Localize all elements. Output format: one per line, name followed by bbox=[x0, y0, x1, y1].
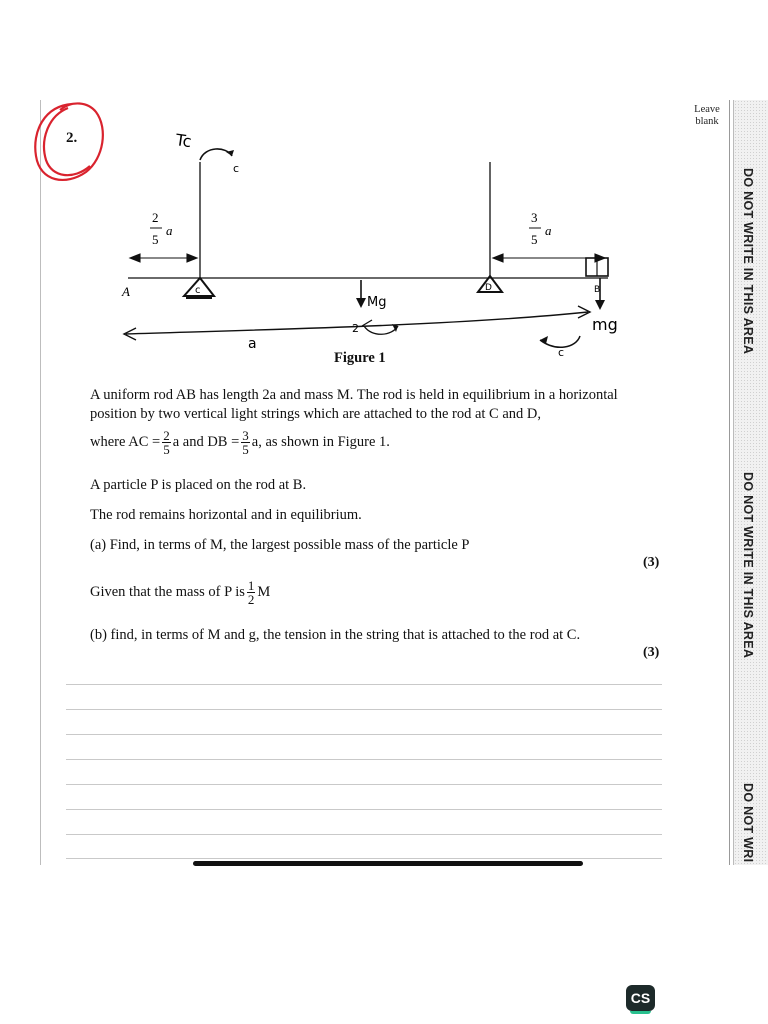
part-b-text: (b) find, in terms of M and g, the tension in the string that is attached to the rod at C. bbox=[90, 627, 581, 643]
fraction-ac: $\frac{2}{5}$ bbox=[163, 427, 170, 457]
db-num: 3 bbox=[531, 210, 538, 225]
as-shown-text: a, as shown in Figure 1. bbox=[251, 433, 390, 450]
answer-line bbox=[66, 784, 662, 785]
hand-mg-rod: Mg bbox=[367, 295, 387, 310]
para1-line2: position by two vertical light strings which are attached to the rod at C and D, bbox=[90, 406, 542, 422]
part-a-marks: (3) bbox=[643, 555, 660, 570]
paragraph-1-line3 bbox=[90, 424, 670, 460]
paragraph-2: A particle P is placed on the rod at B. bbox=[90, 477, 307, 493]
ac-equals-text: where AC = bbox=[90, 433, 161, 450]
hand-moment-c-top: c bbox=[233, 162, 240, 175]
answer-line bbox=[66, 734, 662, 735]
given-post: M bbox=[257, 583, 271, 600]
hand-moment-arc-top bbox=[200, 149, 232, 160]
red-circle-annotation bbox=[35, 103, 103, 180]
para1-line1: A uniform rod AB has length 2a and mass M. The rod is held in equilibrium in a horizontal bbox=[90, 387, 618, 403]
answer-line bbox=[66, 858, 662, 859]
db-den: 5 bbox=[531, 232, 538, 247]
label-db-fraction bbox=[529, 210, 552, 247]
answer-line bbox=[66, 684, 662, 685]
question-number: 2. bbox=[66, 130, 78, 146]
margin-warning-3: DO NOT WRI bbox=[741, 783, 755, 863]
dimension-ac bbox=[130, 254, 197, 262]
horizontal-scrollbar[interactable] bbox=[193, 861, 583, 866]
answer-line bbox=[66, 759, 662, 760]
hand-b-label: B bbox=[594, 285, 601, 295]
ac-den: 5 bbox=[152, 232, 159, 247]
hand-c-in-triangle: c bbox=[195, 285, 201, 296]
label-point-a: A bbox=[122, 284, 130, 299]
hand-tension-c: Tc bbox=[174, 130, 193, 152]
given-pre: Given that the mass of P is bbox=[90, 583, 245, 600]
margin-warning-1: DO NOT WRITE IN THIS AREA bbox=[741, 168, 755, 355]
figure-caption: Figure 1 bbox=[334, 350, 386, 366]
fraction-db: $\frac{3}{5}$ bbox=[242, 427, 249, 457]
hand-mg-p: mg bbox=[592, 315, 618, 334]
margin-warning-2: DO NOT WRITE IN THIS AREA bbox=[741, 472, 755, 659]
hand-length-a: a bbox=[248, 336, 257, 352]
leave-blank-line1: Leave bbox=[694, 104, 720, 115]
paragraph-3: The rod remains horizontal and in equilibrium. bbox=[90, 507, 362, 523]
hand-d-label: D bbox=[485, 283, 492, 293]
camscanner-logo: CS bbox=[626, 985, 655, 1011]
db-var: a bbox=[545, 223, 552, 238]
ac-var: a bbox=[166, 223, 173, 238]
ac-num: 2 bbox=[152, 210, 159, 225]
leave-blank-line2: blank bbox=[695, 116, 719, 127]
given-text bbox=[90, 574, 670, 610]
answer-line bbox=[66, 834, 662, 835]
paragraph-1 bbox=[90, 386, 670, 424]
answer-line bbox=[66, 709, 662, 710]
hand-moment-c-b: c bbox=[558, 346, 565, 359]
answer-line bbox=[66, 809, 662, 810]
part-a-text: (a) Find, in terms of M, the largest possible mass of the particle P bbox=[90, 537, 470, 553]
figure-1-diagram bbox=[0, 0, 768, 380]
hand-moment-2: 2 bbox=[352, 322, 359, 335]
label-ac-fraction bbox=[150, 210, 173, 247]
part-b-marks: (3) bbox=[643, 645, 660, 660]
db-equals-text: a and DB = bbox=[172, 433, 240, 450]
fraction-given: $\frac{1}{2}$ bbox=[247, 577, 255, 607]
